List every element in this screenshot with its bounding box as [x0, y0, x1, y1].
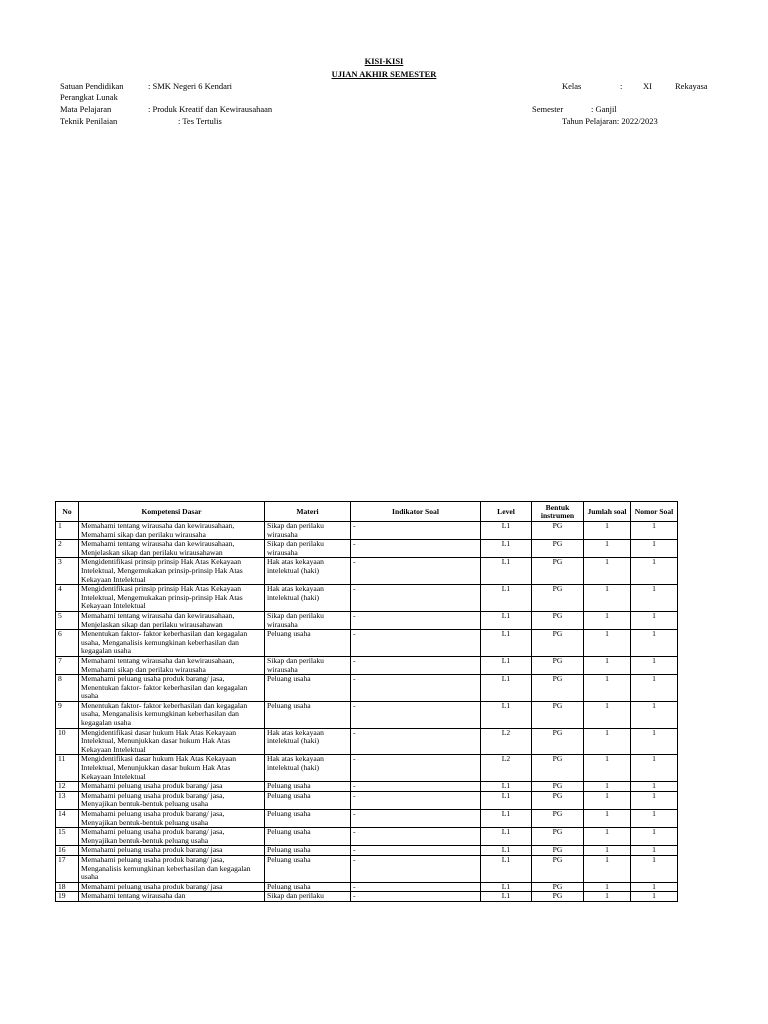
cell-no: 18 [56, 882, 79, 892]
cell-jumlah-soal: 1 [584, 630, 631, 657]
column-header-no: No [56, 502, 79, 522]
cell-materi: Peluang usaha [265, 828, 351, 846]
cell-materi: Sikap dan perilaku wirausaha [265, 522, 351, 540]
cell-jumlah-soal: 1 [584, 791, 631, 809]
cell-jumlah-soal: 1 [584, 855, 631, 882]
cell-indikator-soal: - [351, 701, 481, 728]
cell-kompetensi-dasar: Memahami peluang usaha produk barang/ jasa [79, 882, 265, 892]
table-row [56, 846, 678, 856]
cell-indikator-soal: - [351, 585, 481, 612]
cell-no: 16 [56, 846, 79, 856]
cell-no: 7 [56, 656, 79, 674]
cell-indikator-soal: - [351, 540, 481, 558]
cell-indikator-soal: - [351, 611, 481, 629]
table-row [56, 828, 678, 846]
cell-materi: Hak atas kekayaan intelektual (haki) [265, 755, 351, 782]
cell-kompetensi-dasar: Memahami peluang usaha produk barang/ jasa, Menganalisis kemungkinan keberhasilan dan kegagalan usaha [79, 855, 265, 882]
cell-nomor-soal: 1 [631, 585, 678, 612]
cell-materi: Hak atas kekayaan intelektual (haki) [265, 585, 351, 612]
cell-kompetensi-dasar: Memahami tentang wirausaha dan kewirausahaan, Menjelaskan sikap dan perilaku wirausahawan [79, 540, 265, 558]
cell-no: 11 [56, 755, 79, 782]
cell-bentuk-instrumen: PG [532, 828, 584, 846]
cell-no: 8 [56, 675, 79, 702]
cell-level: L1 [481, 558, 532, 585]
cell-jumlah-soal: 1 [584, 882, 631, 892]
cell-indikator-soal: - [351, 656, 481, 674]
cell-nomor-soal: 1 [631, 782, 678, 792]
cell-level: L1 [481, 782, 532, 792]
cell-bentuk-instrumen: PG [532, 855, 584, 882]
tahun-pelajaran: Tahun Pelajaran: 2022/2023 [562, 116, 658, 126]
cell-no: 6 [56, 630, 79, 657]
cell-nomor-soal: 1 [631, 630, 678, 657]
cell-kompetensi-dasar: Menentukan faktor- faktor keberhasilan dan kegagalan usaha, Menganalisis kemungkinan keberhasilan dan kegagalan usaha [79, 630, 265, 657]
cell-nomor-soal: 1 [631, 855, 678, 882]
cell-materi: Peluang usaha [265, 782, 351, 792]
table-body [56, 522, 678, 902]
cell-indikator-soal: - [351, 675, 481, 702]
table-row [56, 782, 678, 792]
teknik-value: : Tes Tertulis [178, 116, 222, 126]
table-row [56, 810, 678, 828]
cell-kompetensi-dasar: Mengidentifikasi dasar hukum Hak Atas Kekayaan Intelektual, Menunjukkan dasar hukum Hak Atas Kekayaan Intelektual [79, 728, 265, 755]
cell-level: L1 [481, 828, 532, 846]
cell-level: L1 [481, 656, 532, 674]
cell-level: L1 [481, 892, 532, 902]
table-row [56, 656, 678, 674]
column-header-kompetensi-dasar: Kompetensi Dasar [79, 502, 265, 522]
cell-indikator-soal: - [351, 892, 481, 902]
cell-level: L1 [481, 675, 532, 702]
cell-jumlah-soal: 1 [584, 846, 631, 856]
cell-nomor-soal: 1 [631, 810, 678, 828]
cell-level: L2 [481, 755, 532, 782]
semester-label: Semester [532, 104, 564, 114]
cell-no: 1 [56, 522, 79, 540]
cell-materi: Sikap dan perilaku wirausaha [265, 656, 351, 674]
cell-no: 12 [56, 782, 79, 792]
cell-bentuk-instrumen: PG [532, 585, 584, 612]
column-header-bentuk-instrumen: Bentuk instrumen [532, 502, 584, 522]
cell-jumlah-soal: 1 [584, 828, 631, 846]
cell-nomor-soal: 1 [631, 791, 678, 809]
cell-no: 19 [56, 892, 79, 902]
cell-bentuk-instrumen: PG [532, 782, 584, 792]
cell-materi: Sikap dan perilaku wirausaha [265, 540, 351, 558]
cell-level: L1 [481, 846, 532, 856]
kelas-label: Kelas [562, 81, 582, 91]
cell-level: L2 [481, 728, 532, 755]
cell-bentuk-instrumen: PG [532, 558, 584, 585]
cell-nomor-soal: 1 [631, 675, 678, 702]
table-row [56, 675, 678, 702]
cell-jumlah-soal: 1 [584, 892, 631, 902]
cell-level: L1 [481, 585, 532, 612]
cell-indikator-soal: - [351, 782, 481, 792]
cell-kompetensi-dasar: Mengidentifikasi prinsip prinsip Hak Atas Kekayaan Intelektual, Mengemukakan prinsip-prinsip Hak Atas Kekayaan Intelektual [79, 585, 265, 612]
cell-no: 3 [56, 558, 79, 585]
kelas-value: XI [643, 81, 652, 91]
cell-bentuk-instrumen: PG [532, 522, 584, 540]
cell-bentuk-instrumen: PG [532, 882, 584, 892]
cell-kompetensi-dasar: Memahami tentang wirausaha dan kewirausahaan, Memahami sikap dan perilaku wirausaha [79, 656, 265, 674]
cell-no: 10 [56, 728, 79, 755]
table-row [56, 585, 678, 612]
table-row [56, 855, 678, 882]
cell-no: 14 [56, 810, 79, 828]
teknik-label: Teknik Penilaian [60, 116, 118, 126]
cell-materi: Sikap dan perilaku wirausaha [265, 611, 351, 629]
cell-no: 4 [56, 585, 79, 612]
cell-jumlah-soal: 1 [584, 656, 631, 674]
document-subtitle: UJIAN AKHIR SEMESTER [331, 69, 437, 79]
cell-no: 2 [56, 540, 79, 558]
cell-jumlah-soal: 1 [584, 675, 631, 702]
cell-level: L1 [481, 701, 532, 728]
cell-no: 13 [56, 791, 79, 809]
cell-kompetensi-dasar: Memahami tentang wirausaha dan [79, 892, 265, 902]
table-row [56, 892, 678, 902]
cell-nomor-soal: 1 [631, 701, 678, 728]
cell-bentuk-instrumen: PG [532, 791, 584, 809]
cell-level: L1 [481, 630, 532, 657]
cell-indikator-soal: - [351, 810, 481, 828]
cell-level: L1 [481, 522, 532, 540]
cell-materi: Peluang usaha [265, 701, 351, 728]
cell-jumlah-soal: 1 [584, 782, 631, 792]
cell-jumlah-soal: 1 [584, 611, 631, 629]
cell-nomor-soal: 1 [631, 558, 678, 585]
cell-materi: Peluang usaha [265, 630, 351, 657]
cell-no: 9 [56, 701, 79, 728]
cell-jumlah-soal: 1 [584, 755, 631, 782]
table-row [56, 728, 678, 755]
document-title: KISI-KISI [364, 56, 404, 66]
cell-materi: Sikap dan perilaku [265, 892, 351, 902]
cell-materi: Peluang usaha [265, 855, 351, 882]
semester-value: : Ganjil [591, 104, 617, 114]
cell-indikator-soal: - [351, 755, 481, 782]
cell-no: 5 [56, 611, 79, 629]
column-header-materi: Materi [265, 502, 351, 522]
cell-bentuk-instrumen: PG [532, 630, 584, 657]
cell-jumlah-soal: 1 [584, 701, 631, 728]
column-header-jumlah-soal: Jumlah soal [584, 502, 631, 522]
cell-kompetensi-dasar: Memahami peluang usaha produk barang/ jasa [79, 846, 265, 856]
kelas-jurusan-cont: Perangkat Lunak [60, 92, 118, 102]
cell-bentuk-instrumen: PG [532, 675, 584, 702]
table-header-row [56, 502, 678, 522]
cell-level: L1 [481, 611, 532, 629]
kelas-colon: : [620, 81, 623, 91]
cell-level: L1 [481, 810, 532, 828]
kisi-kisi-table [55, 501, 678, 902]
table-row [56, 701, 678, 728]
cell-kompetensi-dasar: Memahami peluang usaha produk barang/ jasa, Menyajikan bentuk-bentuk peluang usaha [79, 828, 265, 846]
cell-level: L1 [481, 882, 532, 892]
cell-no: 15 [56, 828, 79, 846]
cell-bentuk-instrumen: PG [532, 728, 584, 755]
column-header-nomor-soal: Nomor Soal [631, 502, 678, 522]
cell-bentuk-instrumen: PG [532, 611, 584, 629]
cell-materi: Peluang usaha [265, 810, 351, 828]
cell-jumlah-soal: 1 [584, 522, 631, 540]
cell-kompetensi-dasar: Memahami peluang usaha produk barang/ jasa, Menyajikan bentuk-bentuk peluang usaha [79, 810, 265, 828]
table-row [56, 522, 678, 540]
cell-kompetensi-dasar: Mengidentifikasi prinsip prinsip Hak Atas Kekayaan Intelektual, Mengemukakan prinsip-prinsip Hak Atas Kekayaan Intelektual [79, 558, 265, 585]
kelas-jurusan: Rekayasa [675, 81, 708, 91]
table-row [56, 540, 678, 558]
cell-kompetensi-dasar: Memahami peluang usaha produk barang/ jasa, Menyajikan bentuk-bentuk peluang usaha [79, 791, 265, 809]
cell-nomor-soal: 1 [631, 656, 678, 674]
cell-nomor-soal: 1 [631, 611, 678, 629]
cell-kompetensi-dasar: Mengidentifikasi dasar hukum Hak Atas Kekayaan Intelektual, Menunjukkan dasar hukum Hak Atas Kekayaan Intelektual [79, 755, 265, 782]
cell-bentuk-instrumen: PG [532, 755, 584, 782]
cell-nomor-soal: 1 [631, 522, 678, 540]
cell-indikator-soal: - [351, 846, 481, 856]
cell-nomor-soal: 1 [631, 728, 678, 755]
table-row [56, 630, 678, 657]
cell-jumlah-soal: 1 [584, 728, 631, 755]
cell-no: 17 [56, 855, 79, 882]
column-header-level: Level [481, 502, 532, 522]
table-row [56, 755, 678, 782]
cell-indikator-soal: - [351, 630, 481, 657]
mapel-label: Mata Pelajaran [60, 104, 112, 114]
cell-kompetensi-dasar: Menentukan faktor- faktor keberhasilan dan kegagalan usaha, Menganalisis kemungkinan keberhasilan dan kegagalan usaha [79, 701, 265, 728]
table-row [56, 558, 678, 585]
cell-bentuk-instrumen: PG [532, 540, 584, 558]
cell-jumlah-soal: 1 [584, 585, 631, 612]
cell-nomor-soal: 1 [631, 846, 678, 856]
cell-indikator-soal: - [351, 855, 481, 882]
cell-materi: Peluang usaha [265, 882, 351, 892]
table-row [56, 611, 678, 629]
cell-indikator-soal: - [351, 828, 481, 846]
cell-indikator-soal: - [351, 882, 481, 892]
cell-level: L1 [481, 540, 532, 558]
cell-bentuk-instrumen: PG [532, 810, 584, 828]
cell-nomor-soal: 1 [631, 828, 678, 846]
cell-jumlah-soal: 1 [584, 540, 631, 558]
cell-nomor-soal: 1 [631, 882, 678, 892]
cell-indikator-soal: - [351, 728, 481, 755]
cell-jumlah-soal: 1 [584, 558, 631, 585]
cell-indikator-soal: - [351, 791, 481, 809]
cell-indikator-soal: - [351, 522, 481, 540]
cell-level: L1 [481, 855, 532, 882]
cell-materi: Peluang usaha [265, 675, 351, 702]
satuan-label: Satuan Pendidikan [60, 81, 124, 91]
satuan-value: : SMK Negeri 6 Kendari [148, 81, 233, 91]
cell-kompetensi-dasar: Memahami peluang usaha produk barang/ jasa, Menentukan faktor- faktor keberhasilan dan kegagalan usaha [79, 675, 265, 702]
column-header-indikator-soal: Indikator Soal [351, 502, 481, 522]
cell-nomor-soal: 1 [631, 892, 678, 902]
cell-materi: Peluang usaha [265, 846, 351, 856]
cell-materi: Hak atas kekayaan intelektual (haki) [265, 558, 351, 585]
cell-jumlah-soal: 1 [584, 810, 631, 828]
cell-kompetensi-dasar: Memahami tentang wirausaha dan kewirausahaan, Memahami sikap dan perilaku wirausaha [79, 522, 265, 540]
mapel-value: : Produk Kreatif dan Kewirausahaan [148, 104, 273, 114]
cell-kompetensi-dasar: Memahami tentang wirausaha dan kewirausahaan, Menjelaskan sikap dan perilaku wirausahawan [79, 611, 265, 629]
cell-bentuk-instrumen: PG [532, 701, 584, 728]
cell-nomor-soal: 1 [631, 540, 678, 558]
table-row [56, 882, 678, 892]
cell-nomor-soal: 1 [631, 755, 678, 782]
cell-indikator-soal: - [351, 558, 481, 585]
cell-bentuk-instrumen: PG [532, 656, 584, 674]
cell-bentuk-instrumen: PG [532, 846, 584, 856]
cell-kompetensi-dasar: Memahami peluang usaha produk barang/ jasa [79, 782, 265, 792]
table-row [56, 791, 678, 809]
cell-level: L1 [481, 791, 532, 809]
cell-materi: Hak atas kekayaan intelektual (haki) [265, 728, 351, 755]
cell-materi: Peluang usaha [265, 791, 351, 809]
cell-bentuk-instrumen: PG [532, 892, 584, 902]
